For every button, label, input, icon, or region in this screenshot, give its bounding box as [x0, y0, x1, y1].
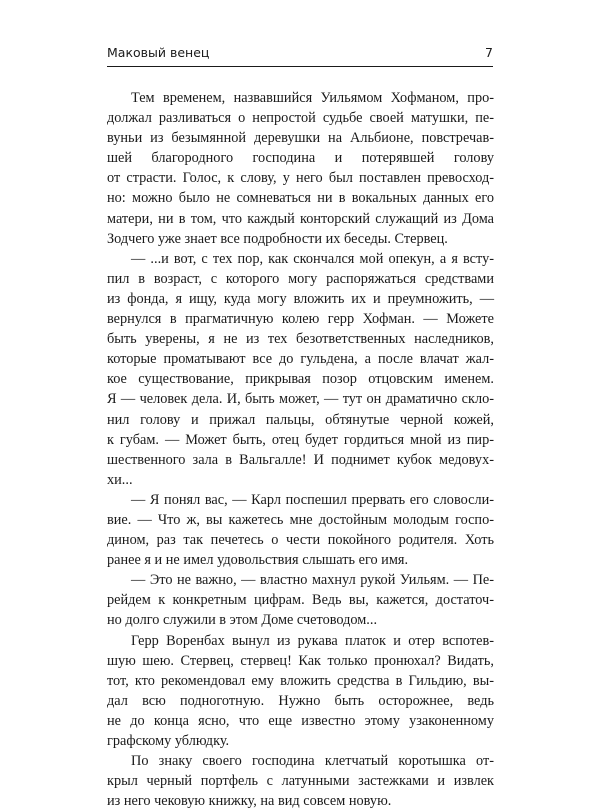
text-line: нил голову и прижал пальцы, обтянутые черной кожей,: [107, 411, 494, 428]
text-line: но: можно было не сомневаться ни в вокальных данных его: [107, 190, 494, 207]
body-text: [107, 88, 494, 811]
text-line: — Это не важно, — властно махнул рукой Уильям. — Пе-: [131, 572, 494, 589]
running-header: [107, 45, 493, 65]
text-line: из него чековую книжку, на вид совсем новую.: [107, 793, 392, 810]
text-line: шей благородного господина и потерявшей голову: [107, 150, 494, 167]
text-line: хи...: [107, 471, 133, 488]
text-line: крыл черный портфель с латунными застежками и извлек: [107, 773, 494, 790]
text-line: от страсти. Голос, к слову, у него был поставлен превосход-: [107, 170, 494, 187]
text-line: ранее я и не имел удовольствия слышать его имя.: [107, 552, 409, 569]
text-line: Я — человек дела. И, быть может, — тут он драматично скло-: [107, 391, 494, 408]
text-line: — ...и вот, с тех пор, как скончался мой опекун, а я всту-: [131, 250, 494, 267]
text-line: быть уверены, я не из тех безответственных наследников,: [107, 331, 494, 348]
text-line: тот, кто рекомендовал ему вложить средства в Гильдию, вы-: [107, 672, 494, 689]
text-line: — Я понял вас, — Карл поспешил прервать его словосли-: [131, 491, 494, 508]
text-line: По знаку своего господина клетчатый коротышка от-: [131, 753, 494, 770]
header-rule: [107, 66, 493, 67]
text-line: кое существование, прикрывая позор отцовским именем.: [107, 371, 494, 388]
page-number: 7: [485, 45, 493, 60]
text-line: которые проматывают все до гульдена, а после влачат жал-: [107, 351, 494, 368]
text-line: графскому ублюдку.: [107, 733, 230, 749]
text-line: но долго служили в этом Доме счетоводом...: [107, 612, 378, 629]
text-line: должал разливаться о непростой судьбе своей матушки, пе-: [107, 110, 494, 127]
text-line: дал всю подноготную. Нужно быть осторожнее, ведь: [107, 692, 494, 709]
text-line: дином, раз так печетесь о чести покойного родителя. Хоть: [107, 532, 494, 549]
text-line: пил в возраст, с которого могу распоряжаться средствами: [107, 270, 494, 287]
text-line: из фонда, я ищу, куда могу вложить их и преумножить, —: [107, 290, 494, 307]
text-line: Зодчего уже знает все подробности их беседы. Стервец.: [107, 230, 448, 247]
text-line: шественного зала в Вальгалле! И поднимет кубок медовух-: [107, 451, 494, 468]
text-line: к губам. — Может быть, отец будет гордиться мной из пир-: [107, 431, 494, 448]
text-line: вуньи из безымянной деревушки на Альбионе, повстречав-: [107, 130, 494, 147]
running-title: Маковый венец: [107, 45, 210, 60]
text-line: матери, ни в том, что каждый конторский служащий из Дома: [107, 210, 494, 227]
text-line: вернулся в прагматичную колею герр Хофман. — Можете: [107, 311, 494, 328]
text-line: Герр Воренбах вынул из рукава платок и отер вспотев-: [131, 632, 494, 649]
text-line: не до конца ясно, что еще известно этому узаконенному: [107, 712, 494, 729]
text-line: вие. — Что ж, вы кажетесь мне достойным молодым госпо-: [107, 511, 494, 528]
text-line: Тем временем, назвавшийся Уильямом Хофманом, про-: [131, 90, 494, 106]
text-line: шую шею. Стервец, стервец! Как только пронюхал? Видать,: [107, 652, 494, 669]
text-line: рейдем к конкретным цифрам. Ведь вы, кажется, достаточ-: [107, 592, 494, 609]
